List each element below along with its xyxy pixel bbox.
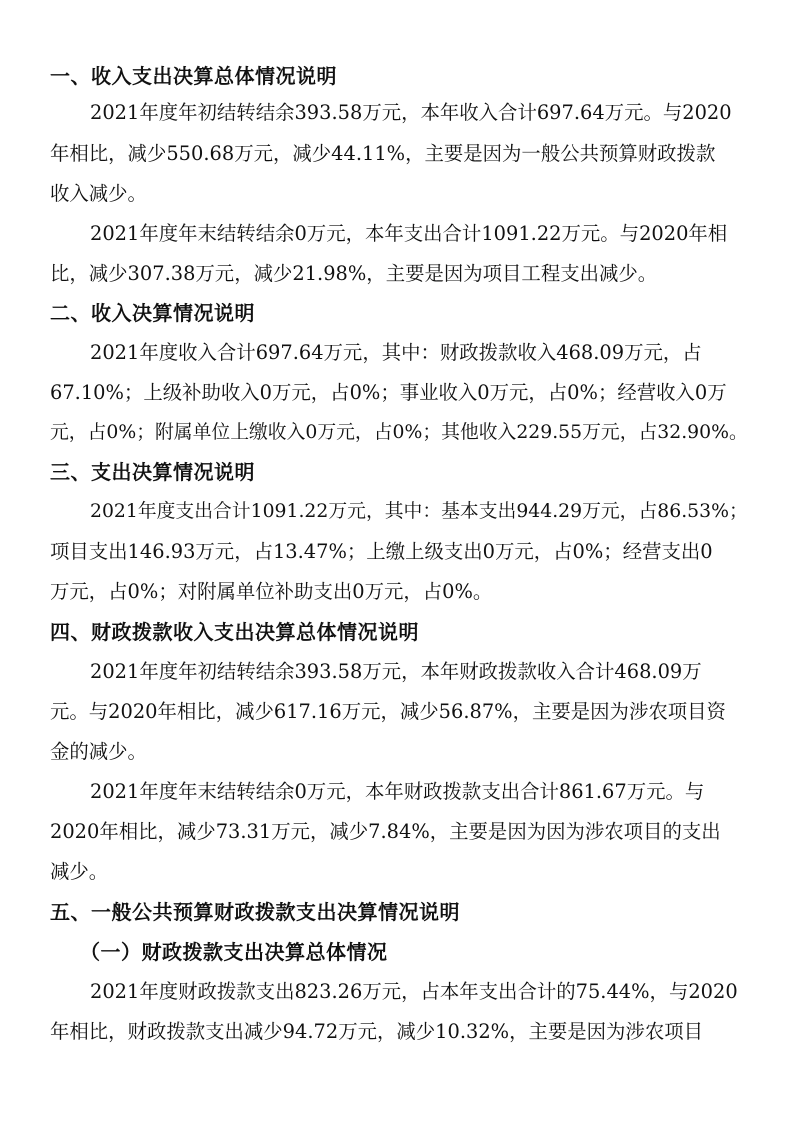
section2-line-1: 2021年度收入合计697.64万元，其中：财政拨款收入468.09万元，占 — [90, 341, 702, 364]
section5-subheading: （一）财政拨款支出决算总体情况 — [80, 940, 388, 964]
section3-line-2: 项目支出146.93万元，占13.47%；上缴上级支出0万元，占0%；经营支出0 — [50, 540, 713, 563]
section5-line-2: 年相比，财政拨款支出减少94.72万元，减少10.32%，主要是因为涉农项目 — [50, 1020, 703, 1043]
section4-line-4: 2021年度年末结转结余0万元，本年财政拨款支出合计861.67万元。与 — [90, 780, 705, 803]
section4-heading: 四、财政拨款收入支出决算总体情况说明 — [50, 620, 419, 644]
section3-heading: 三、支出决算情况说明 — [50, 460, 255, 484]
section5-heading: 五、一般公共预算财政拨款支出决算情况说明 — [50, 900, 460, 924]
section2-heading: 二、收入决算情况说明 — [50, 301, 255, 325]
section2-line-3: 元，占0%；附属单位上缴收入0万元，占0%；其他收入229.55万元，占32.90%。 — [50, 422, 748, 443]
section3-line-3: 万元，占0%；对附属单位补助支出0万元，占0%。 — [50, 580, 493, 603]
section4-line-5: 2020年相比，减少73.31万元，减少7.84%，主要是因为因为涉农项目的支出 — [50, 820, 721, 843]
section1-heading: 一、收入支出决算总体情况说明 — [50, 64, 337, 88]
section1-line-3: 收入减少。 — [50, 182, 147, 205]
section1-line-1: 2021年度年初结转结余393.58万元，本年收入合计697.64万元。与2020 — [90, 101, 732, 124]
section4-line-3: 金的减少。 — [50, 740, 147, 763]
section1-line-2: 年相比，减少550.68万元，减少44.11%，主要是因为一般公共预算财政拨款 — [50, 142, 716, 165]
section4-line-2: 元。与2020年相比，减少617.16万元，减少56.87%，主要是因为涉农项目资 — [50, 700, 726, 723]
section2-line-2: 67.10%；上级补助收入0万元，占0%；事业收入0万元，占0%；经营收入0万 — [50, 381, 727, 404]
section4-line-6: 减少。 — [50, 860, 109, 883]
section5-line-1: 2021年度财政拨款支出823.26万元，占本年支出合计的75.44%，与2020 — [90, 980, 738, 1003]
section1-line-4: 2021年度年末结转结余0万元，本年支出合计1091.22万元。与2020年相 — [90, 222, 728, 245]
section3-line-1: 2021年度支出合计1091.22万元，其中：基本支出944.29万元，占86.53%； — [90, 501, 748, 522]
section4-line-1: 2021年度年初结转结余393.58万元，本年财政拨款收入合计468.09万 — [90, 660, 702, 683]
section1-line-5: 比，减少307.38万元，减少21.98%，主要是因为项目工程支出减少。 — [50, 262, 658, 285]
